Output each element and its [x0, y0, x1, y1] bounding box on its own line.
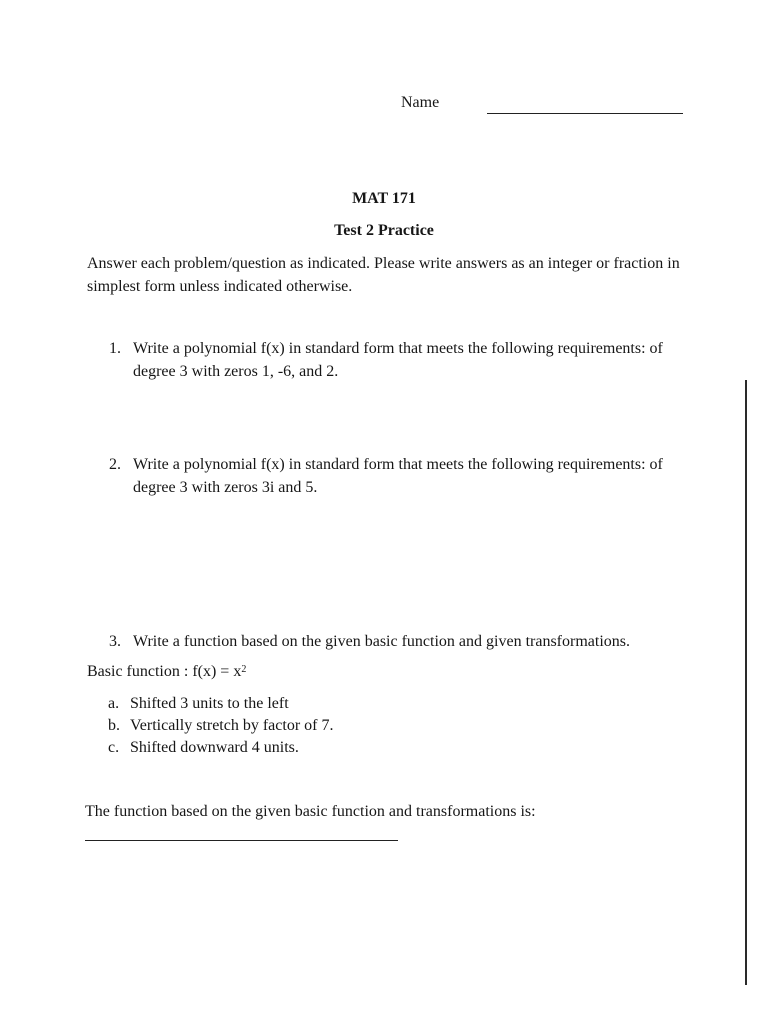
item-text: Vertically stretch by factor of 7.: [130, 717, 334, 734]
test-subtitle: Test 2 Practice: [334, 222, 434, 239]
problem-text: Write a function based on the given basic function and given transformations.: [133, 633, 630, 650]
basic-function-label: Basic function : f(x) = x: [87, 663, 242, 680]
transformations-list: [108, 693, 333, 759]
problem-number: 2.: [109, 456, 121, 473]
scan-edge-line: [745, 380, 747, 985]
name-field-row: [401, 92, 683, 114]
item-letter: b.: [108, 717, 120, 734]
answer-blank-line: [85, 840, 398, 841]
problem-number: 1.: [109, 340, 121, 357]
item-text: Shifted 3 units to the left: [130, 695, 289, 712]
item-letter: c.: [108, 739, 120, 756]
instructions-paragraph: Answer each problem/question as indicated. Please write answers as an integer or fraction in simplest form unless indicated otherwise.: [87, 255, 680, 295]
list-item: [108, 737, 333, 759]
name-blank-line: [487, 93, 683, 114]
list-item: [108, 715, 333, 737]
problem-2: [109, 453, 709, 503]
problem-text: Write a polynomial f(x) in standard form that meets the following requirements: of degree 3 with zeros 3i and 5.: [133, 456, 663, 496]
problem-number: 3.: [109, 633, 121, 650]
item-letter: a.: [108, 695, 120, 712]
item-text: Shifted downward 4 units.: [130, 739, 299, 756]
basic-function-exponent: 2: [241, 664, 247, 675]
name-label: Name: [401, 94, 440, 111]
problem-text: Write a polynomial f(x) in standard form that meets the following requirements: of degree 3 with zeros 1, -6, and 2.: [133, 340, 663, 380]
course-title: MAT 171: [352, 190, 416, 207]
list-item: [108, 693, 333, 715]
problem-1: [109, 337, 709, 387]
answer-prompt: The function based on the given basic function and transformations is:: [85, 803, 536, 820]
basic-function: [87, 660, 246, 683]
problem-3: [109, 630, 729, 655]
